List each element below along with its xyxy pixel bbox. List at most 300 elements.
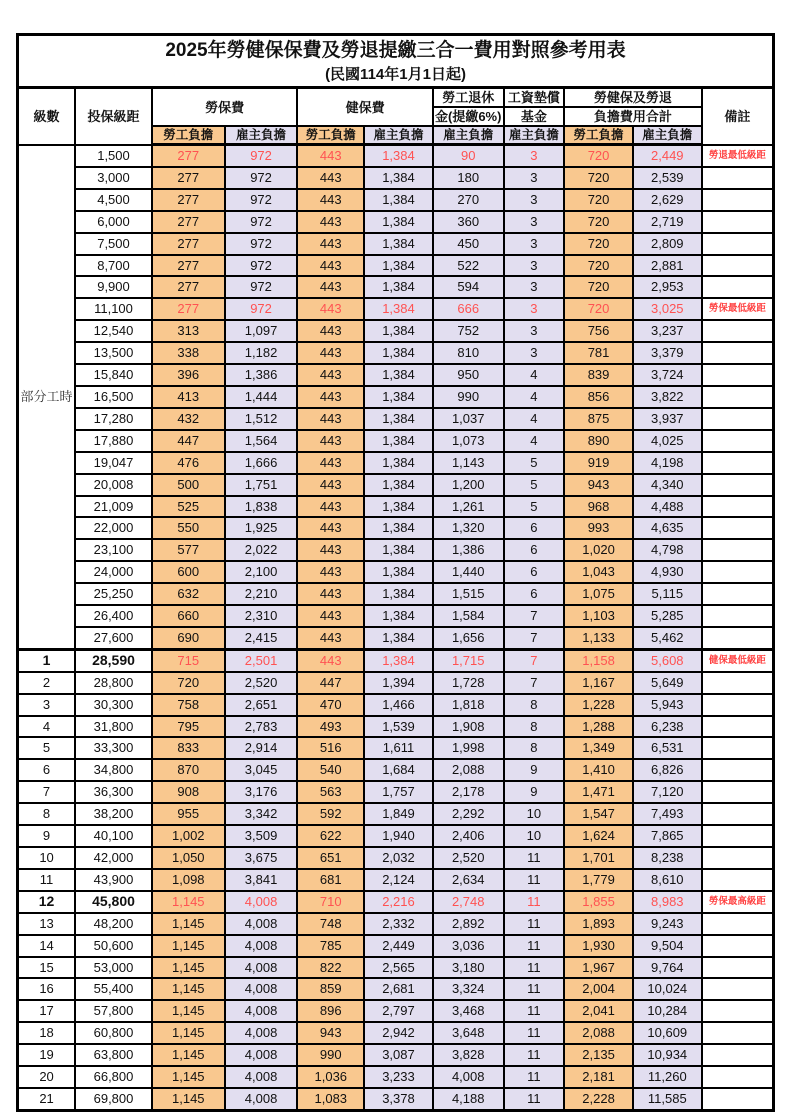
cell-health-employer: 2,681: [364, 978, 433, 1000]
bracket-cell: 3,000: [75, 167, 152, 189]
cell-health-worker: 443: [297, 320, 364, 342]
cell-total-worker: 1,103: [564, 605, 633, 627]
cell-labor-employer: 2,100: [225, 561, 298, 583]
remark-cell: [702, 1044, 774, 1066]
cell-labor-worker: 660: [152, 605, 225, 627]
level-cell: 19: [18, 1044, 76, 1066]
cell-fund-employer: 11: [504, 1000, 565, 1022]
cell-total-employer: 6,238: [633, 716, 702, 738]
level-cell: 17: [18, 1000, 76, 1022]
remark-cell: [702, 672, 774, 694]
bracket-cell: 50,600: [75, 935, 152, 957]
cell-total-employer: 3,025: [633, 298, 702, 320]
cell-total-worker: 720: [564, 298, 633, 320]
cell-health-employer: 1,684: [364, 759, 433, 781]
cell-total-worker: 1,167: [564, 672, 633, 694]
cell-labor-employer: 3,045: [225, 759, 298, 781]
cell-total-employer: 9,243: [633, 913, 702, 935]
bracket-cell: 12,540: [75, 320, 152, 342]
cell-pension-employer: 1,998: [433, 737, 504, 759]
cell-health-worker: 493: [297, 716, 364, 738]
bracket-cell: 28,800: [75, 672, 152, 694]
cell-health-employer: 1,384: [364, 561, 433, 583]
table-row: [18, 1000, 774, 1022]
cell-health-employer: 2,942: [364, 1022, 433, 1044]
cell-health-employer: 1,384: [364, 233, 433, 255]
cell-labor-worker: 396: [152, 364, 225, 386]
cell-labor-employer: 972: [225, 233, 298, 255]
cell-total-employer: 8,983: [633, 891, 702, 913]
cell-labor-employer: 2,914: [225, 737, 298, 759]
cell-labor-worker: 1,002: [152, 825, 225, 847]
cell-pension-employer: 4,188: [433, 1088, 504, 1110]
bracket-cell: 60,800: [75, 1022, 152, 1044]
remark-cell: 健保最低級距: [702, 649, 774, 671]
table-row: [18, 496, 774, 518]
rate-table: [16, 33, 775, 1112]
cell-health-employer: 3,087: [364, 1044, 433, 1066]
cell-fund-employer: 3: [504, 342, 565, 364]
cell-pension-employer: 2,406: [433, 825, 504, 847]
cell-total-worker: 1,349: [564, 737, 633, 759]
table-row: [18, 957, 774, 979]
remark-cell: [702, 386, 774, 408]
table-row: [18, 539, 774, 561]
level-cell: 1: [18, 649, 76, 671]
cell-total-worker: 1,043: [564, 561, 633, 583]
cell-labor-worker: 1,145: [152, 1000, 225, 1022]
cell-labor-employer: 4,008: [225, 978, 298, 1000]
cell-fund-employer: 4: [504, 430, 565, 452]
remark-cell: 勞保最低級距: [702, 298, 774, 320]
cell-pension-employer: 1,073: [433, 430, 504, 452]
cell-health-employer: 1,384: [364, 255, 433, 277]
cell-total-worker: 720: [564, 233, 633, 255]
cell-pension-employer: 2,178: [433, 781, 504, 803]
table-row: [18, 298, 774, 320]
cell-labor-worker: 1,145: [152, 913, 225, 935]
cell-total-employer: 3,379: [633, 342, 702, 364]
cell-health-worker: 443: [297, 233, 364, 255]
cell-total-worker: 2,228: [564, 1088, 633, 1110]
bracket-cell: 33,300: [75, 737, 152, 759]
table-row: [18, 1088, 774, 1110]
cell-labor-employer: 2,501: [225, 649, 298, 671]
cell-pension-employer: 360: [433, 211, 504, 233]
cell-labor-employer: 972: [225, 255, 298, 277]
bracket-cell: 69,800: [75, 1088, 152, 1110]
cell-total-employer: 4,488: [633, 496, 702, 518]
cell-labor-worker: 476: [152, 452, 225, 474]
cell-fund-employer: 3: [504, 145, 565, 167]
table-row: [18, 276, 774, 298]
cell-labor-employer: 2,520: [225, 672, 298, 694]
cell-fund-employer: 11: [504, 978, 565, 1000]
cell-total-employer: 2,881: [633, 255, 702, 277]
cell-total-employer: 10,024: [633, 978, 702, 1000]
cell-total-worker: 943: [564, 474, 633, 496]
cell-labor-worker: 413: [152, 386, 225, 408]
cell-health-worker: 1,083: [297, 1088, 364, 1110]
cell-labor-employer: 972: [225, 298, 298, 320]
table-row: [18, 672, 774, 694]
remark-cell: [702, 364, 774, 386]
table-row: [18, 649, 774, 671]
cell-total-employer: 10,609: [633, 1022, 702, 1044]
remark-cell: [702, 233, 774, 255]
col-header-fund-line1: 工資墊償: [504, 88, 565, 108]
cell-labor-employer: 972: [225, 211, 298, 233]
remark-cell: 勞保最高級距: [702, 891, 774, 913]
cell-health-worker: 470: [297, 694, 364, 716]
table-row: [18, 452, 774, 474]
cell-health-worker: 785: [297, 935, 364, 957]
remark-cell: [702, 320, 774, 342]
cell-fund-employer: 11: [504, 1088, 565, 1110]
cell-total-worker: 720: [564, 276, 633, 298]
cell-health-employer: 1,384: [364, 474, 433, 496]
table-row: [18, 1066, 774, 1088]
remark-cell: [702, 452, 774, 474]
cell-health-worker: 443: [297, 517, 364, 539]
cell-total-worker: 1,020: [564, 539, 633, 561]
cell-labor-employer: 4,008: [225, 1000, 298, 1022]
cell-fund-employer: 6: [504, 539, 565, 561]
bracket-cell: 19,047: [75, 452, 152, 474]
table-row: [18, 869, 774, 891]
cell-health-employer: 1,384: [364, 583, 433, 605]
table-row: [18, 1022, 774, 1044]
remark-cell: [702, 1088, 774, 1110]
cell-health-employer: 1,384: [364, 430, 433, 452]
cell-health-employer: 1,384: [364, 649, 433, 671]
remark-cell: [702, 957, 774, 979]
cell-health-worker: 443: [297, 605, 364, 627]
col-header-bracket: 投保級距: [75, 88, 152, 145]
table-row: [18, 517, 774, 539]
cell-pension-employer: 4,008: [433, 1066, 504, 1088]
cell-pension-employer: 1,440: [433, 561, 504, 583]
bracket-cell: 66,800: [75, 1066, 152, 1088]
cell-pension-employer: 270: [433, 189, 504, 211]
cell-labor-employer: 972: [225, 189, 298, 211]
cell-health-worker: 592: [297, 803, 364, 825]
cell-health-worker: 443: [297, 211, 364, 233]
bracket-cell: 17,280: [75, 408, 152, 430]
subheader-labor-worker: 勞工負擔: [152, 126, 225, 145]
part-time-group-cell: 部分工時: [18, 145, 76, 650]
cell-pension-employer: 1,320: [433, 517, 504, 539]
table-row: [18, 583, 774, 605]
cell-pension-employer: 2,892: [433, 913, 504, 935]
remark-cell: [702, 847, 774, 869]
cell-fund-employer: 11: [504, 957, 565, 979]
remark-cell: [702, 1000, 774, 1022]
col-header-remark: 備註: [702, 88, 774, 145]
cell-labor-worker: 500: [152, 474, 225, 496]
cell-pension-employer: 3,180: [433, 957, 504, 979]
table-row: [18, 627, 774, 649]
cell-total-worker: 756: [564, 320, 633, 342]
cell-health-worker: 859: [297, 978, 364, 1000]
cell-labor-worker: 577: [152, 539, 225, 561]
cell-total-employer: 7,120: [633, 781, 702, 803]
cell-pension-employer: 810: [433, 342, 504, 364]
cell-labor-employer: 1,097: [225, 320, 298, 342]
bracket-cell: 21,009: [75, 496, 152, 518]
level-cell: 5: [18, 737, 76, 759]
cell-labor-worker: 338: [152, 342, 225, 364]
cell-health-employer: 1,384: [364, 364, 433, 386]
cell-fund-employer: 5: [504, 452, 565, 474]
remark-cell: [702, 803, 774, 825]
cell-pension-employer: 3,648: [433, 1022, 504, 1044]
remark-cell: 勞退最低級距: [702, 145, 774, 167]
col-header-total-line1: 勞健保及勞退: [564, 88, 701, 108]
cell-fund-employer: 10: [504, 803, 565, 825]
title-block: [18, 35, 774, 88]
bracket-cell: 6,000: [75, 211, 152, 233]
cell-labor-employer: 1,666: [225, 452, 298, 474]
remark-cell: [702, 189, 774, 211]
cell-health-employer: 1,384: [364, 452, 433, 474]
cell-total-worker: 1,228: [564, 694, 633, 716]
cell-total-employer: 7,493: [633, 803, 702, 825]
table-row: [18, 386, 774, 408]
table-row: [18, 342, 774, 364]
page-title: 2025年勞健保保費及勞退提繳三合一費用對照參考用表: [165, 40, 626, 61]
table-row: [18, 847, 774, 869]
cell-total-employer: 4,198: [633, 452, 702, 474]
subheader-pension-employer: 雇主負擔: [433, 126, 504, 145]
cell-fund-employer: 11: [504, 913, 565, 935]
cell-labor-employer: 3,841: [225, 869, 298, 891]
cell-health-worker: 681: [297, 869, 364, 891]
table-row: [18, 803, 774, 825]
cell-pension-employer: 2,520: [433, 847, 504, 869]
subheader-health-employer: 雇主負擔: [364, 126, 433, 145]
remark-cell: [702, 211, 774, 233]
cell-fund-employer: 11: [504, 1022, 565, 1044]
cell-pension-employer: 2,748: [433, 891, 504, 913]
cell-total-worker: 1,855: [564, 891, 633, 913]
cell-labor-worker: 715: [152, 649, 225, 671]
cell-fund-employer: 3: [504, 320, 565, 342]
cell-total-worker: 720: [564, 145, 633, 167]
cell-health-worker: 443: [297, 298, 364, 320]
cell-total-worker: 919: [564, 452, 633, 474]
cell-pension-employer: 1,515: [433, 583, 504, 605]
page-subtitle: (民國114年1月1日起): [325, 66, 466, 83]
cell-total-worker: 1,158: [564, 649, 633, 671]
bracket-cell: 30,300: [75, 694, 152, 716]
cell-labor-employer: 4,008: [225, 1044, 298, 1066]
level-cell: 9: [18, 825, 76, 847]
cell-health-employer: 1,539: [364, 716, 433, 738]
table-row: [18, 825, 774, 847]
table-row: [18, 408, 774, 430]
cell-health-employer: 1,384: [364, 167, 433, 189]
cell-labor-worker: 690: [152, 627, 225, 649]
remark-cell: [702, 781, 774, 803]
cell-total-employer: 10,934: [633, 1044, 702, 1066]
cell-total-employer: 5,462: [633, 627, 702, 649]
bracket-cell: 57,800: [75, 1000, 152, 1022]
cell-labor-employer: 2,415: [225, 627, 298, 649]
cell-fund-employer: 11: [504, 935, 565, 957]
remark-cell: [702, 496, 774, 518]
cell-labor-worker: 758: [152, 694, 225, 716]
cell-health-worker: 990: [297, 1044, 364, 1066]
cell-total-worker: 993: [564, 517, 633, 539]
cell-health-employer: 1,384: [364, 408, 433, 430]
cell-total-employer: 9,504: [633, 935, 702, 957]
cell-health-employer: 1,384: [364, 145, 433, 167]
cell-fund-employer: 3: [504, 233, 565, 255]
cell-health-worker: 896: [297, 1000, 364, 1022]
cell-pension-employer: 1,386: [433, 539, 504, 561]
cell-pension-employer: 522: [433, 255, 504, 277]
cell-health-employer: 2,332: [364, 913, 433, 935]
cell-health-worker: 651: [297, 847, 364, 869]
cell-fund-employer: 7: [504, 605, 565, 627]
cell-health-employer: 1,394: [364, 672, 433, 694]
bracket-cell: 55,400: [75, 978, 152, 1000]
cell-total-worker: 1,701: [564, 847, 633, 869]
cell-fund-employer: 10: [504, 825, 565, 847]
remark-cell: [702, 694, 774, 716]
cell-health-worker: 443: [297, 145, 364, 167]
cell-health-worker: 443: [297, 342, 364, 364]
bracket-cell: 31,800: [75, 716, 152, 738]
remark-cell: [702, 978, 774, 1000]
cell-fund-employer: 4: [504, 386, 565, 408]
cell-labor-worker: 277: [152, 145, 225, 167]
cell-labor-worker: 1,145: [152, 1066, 225, 1088]
cell-labor-employer: 4,008: [225, 1022, 298, 1044]
cell-total-employer: 5,115: [633, 583, 702, 605]
remark-cell: [702, 913, 774, 935]
cell-total-employer: 7,865: [633, 825, 702, 847]
cell-labor-worker: 1,145: [152, 1044, 225, 1066]
level-cell: 12: [18, 891, 76, 913]
cell-pension-employer: 1,818: [433, 694, 504, 716]
cell-labor-worker: 870: [152, 759, 225, 781]
cell-total-employer: 4,635: [633, 517, 702, 539]
cell-health-worker: 443: [297, 539, 364, 561]
cell-labor-worker: 1,145: [152, 1088, 225, 1110]
cell-health-employer: 1,466: [364, 694, 433, 716]
remark-cell: [702, 167, 774, 189]
cell-total-worker: 1,471: [564, 781, 633, 803]
cell-pension-employer: 3,468: [433, 1000, 504, 1022]
remark-cell: [702, 737, 774, 759]
cell-fund-employer: 7: [504, 649, 565, 671]
cell-pension-employer: 1,143: [433, 452, 504, 474]
cell-total-worker: 1,930: [564, 935, 633, 957]
cell-labor-worker: 277: [152, 298, 225, 320]
cell-fund-employer: 3: [504, 276, 565, 298]
cell-labor-worker: 1,145: [152, 1022, 225, 1044]
table-row: [18, 364, 774, 386]
cell-health-worker: 943: [297, 1022, 364, 1044]
cell-total-employer: 2,449: [633, 145, 702, 167]
remark-cell: [702, 408, 774, 430]
bracket-cell: 42,000: [75, 847, 152, 869]
cell-total-worker: 781: [564, 342, 633, 364]
table-row: [18, 255, 774, 277]
cell-total-employer: 3,937: [633, 408, 702, 430]
cell-labor-worker: 1,145: [152, 978, 225, 1000]
level-cell: 21: [18, 1088, 76, 1110]
remark-cell: [702, 869, 774, 891]
level-cell: 18: [18, 1022, 76, 1044]
cell-labor-employer: 1,386: [225, 364, 298, 386]
cell-total-worker: 1,547: [564, 803, 633, 825]
cell-health-employer: 1,384: [364, 189, 433, 211]
cell-labor-employer: 1,444: [225, 386, 298, 408]
subheader-labor-employer: 雇主負擔: [225, 126, 298, 145]
bracket-cell: 11,100: [75, 298, 152, 320]
cell-fund-employer: 8: [504, 716, 565, 738]
cell-health-worker: 443: [297, 627, 364, 649]
remark-cell: [702, 276, 774, 298]
cell-total-worker: 1,075: [564, 583, 633, 605]
level-cell: 10: [18, 847, 76, 869]
level-cell: 15: [18, 957, 76, 979]
table-row: [18, 430, 774, 452]
cell-labor-employer: 1,564: [225, 430, 298, 452]
cell-fund-employer: 3: [504, 298, 565, 320]
cell-total-worker: 1,133: [564, 627, 633, 649]
table-row: [18, 737, 774, 759]
cell-total-employer: 5,943: [633, 694, 702, 716]
cell-pension-employer: 1,715: [433, 649, 504, 671]
remark-cell: [702, 474, 774, 496]
cell-health-employer: 1,384: [364, 627, 433, 649]
col-header-pension-line1: 勞工退休: [433, 88, 504, 108]
cell-total-worker: 720: [564, 255, 633, 277]
cell-labor-employer: 1,838: [225, 496, 298, 518]
cell-fund-employer: 9: [504, 759, 565, 781]
cell-fund-employer: 11: [504, 1044, 565, 1066]
cell-labor-employer: 2,783: [225, 716, 298, 738]
cell-labor-employer: 2,651: [225, 694, 298, 716]
bracket-cell: 22,000: [75, 517, 152, 539]
cell-health-worker: 443: [297, 496, 364, 518]
cell-pension-employer: 1,200: [433, 474, 504, 496]
cell-total-worker: 2,135: [564, 1044, 633, 1066]
cell-health-employer: 3,233: [364, 1066, 433, 1088]
cell-total-employer: 5,285: [633, 605, 702, 627]
cell-labor-employer: 3,509: [225, 825, 298, 847]
cell-fund-employer: 9: [504, 781, 565, 803]
cell-labor-worker: 795: [152, 716, 225, 738]
cell-health-worker: 443: [297, 167, 364, 189]
cell-total-employer: 6,826: [633, 759, 702, 781]
cell-health-worker: 443: [297, 474, 364, 496]
level-cell: 4: [18, 716, 76, 738]
cell-pension-employer: 3,324: [433, 978, 504, 1000]
cell-total-employer: 3,237: [633, 320, 702, 342]
cell-labor-employer: 4,008: [225, 935, 298, 957]
col-header-level: 級數: [18, 88, 76, 145]
cell-pension-employer: 180: [433, 167, 504, 189]
cell-labor-worker: 277: [152, 255, 225, 277]
remark-cell: [702, 517, 774, 539]
cell-fund-employer: 7: [504, 627, 565, 649]
table-row: [18, 233, 774, 255]
